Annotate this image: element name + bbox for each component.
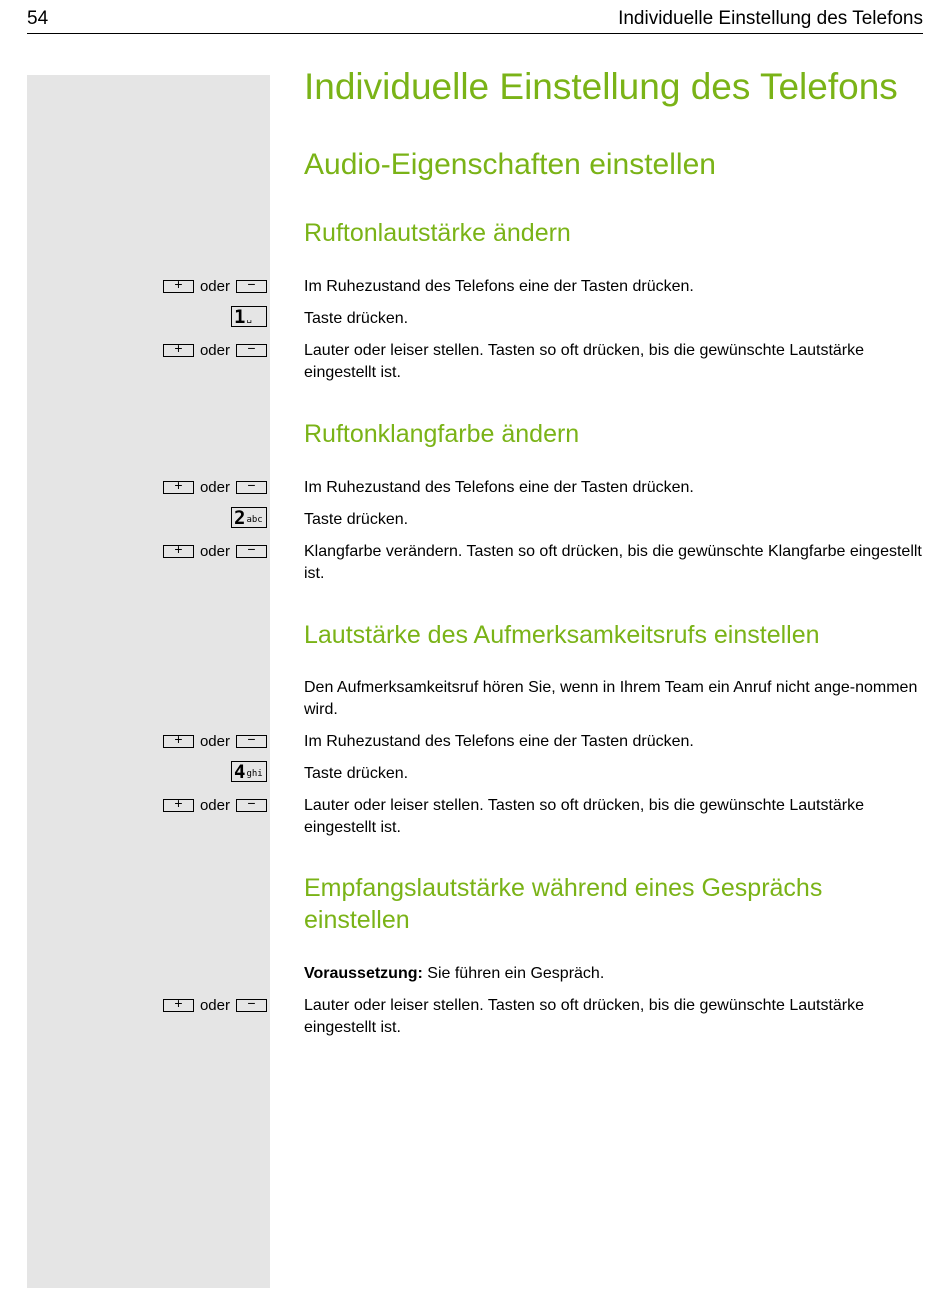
minus-key-icon: −	[236, 344, 267, 357]
minus-key-icon: −	[236, 481, 267, 494]
oder-label: oder	[199, 732, 230, 750]
plus-minus-keys	[163, 795, 267, 815]
plus-key-icon: +	[163, 344, 194, 357]
minus-key-icon: −	[236, 545, 267, 558]
plus-minus-keys	[163, 541, 267, 561]
step-text: Lauter oder leiser stellen. Tasten so oft drücken, bis die gewünschte Lautstärke eingestellt ist.	[304, 997, 865, 1036]
running-title: Individuelle Einstellung des Telefons	[618, 8, 923, 29]
step-text: Klangfarbe verändern. Tasten so oft drücken, bis die gewünschte Klangfarbe eingestellt ist.	[304, 543, 922, 582]
page-title: Individuelle Einstellung des Telefons	[304, 66, 898, 107]
plus-minus-keys	[163, 276, 267, 296]
oder-label: oder	[199, 341, 230, 359]
minus-key-icon: −	[236, 280, 267, 293]
step-text: Im Ruhezustand des Telefons eine der Tasten drücken.	[304, 733, 694, 750]
minus-key-icon: −	[236, 799, 267, 812]
step-text: Taste drücken.	[304, 310, 409, 327]
plus-key-icon: +	[163, 545, 194, 558]
prerequisite-label: Voraussetzung:	[304, 965, 423, 982]
key-2-icon: 2 abc	[231, 507, 267, 528]
plus-minus-keys	[163, 340, 267, 360]
plus-key-icon: +	[163, 481, 194, 494]
oder-label: oder	[199, 542, 230, 560]
plus-key-icon: +	[163, 799, 194, 812]
plus-key-icon: +	[163, 280, 194, 293]
subsection-heading-ringer-volume: Ruftonlautstärke ändern	[304, 219, 571, 247]
plus-key-icon: +	[163, 735, 194, 748]
page-number: 54	[27, 8, 49, 29]
plus-minus-keys	[163, 731, 267, 751]
section-title: Audio-Eigenschaften einstellen	[304, 148, 716, 181]
plus-key-icon: +	[163, 999, 194, 1012]
intro-text: Den Aufmerksamkeitsruf hören Sie, wenn in Ihrem Team ein Anruf nicht ange-nommen wird.	[304, 679, 918, 718]
step-text: Taste drücken.	[304, 511, 409, 528]
oder-label: oder	[199, 796, 230, 814]
minus-key-icon: −	[236, 999, 267, 1012]
plus-minus-keys	[163, 995, 267, 1015]
step-text: Im Ruhezustand des Telefons eine der Tasten drücken.	[304, 278, 694, 295]
step-text: Taste drücken.	[304, 765, 409, 782]
subsection-heading-receive-volume: Empfangslautstärke während eines Gesprächs einstellen	[304, 874, 823, 934]
subsection-heading-attention-call: Lautstärke des Aufmerksamkeitsrufs einstellen	[304, 621, 820, 649]
prerequisite	[304, 963, 924, 985]
key-1-icon: 1 ␣	[231, 306, 267, 327]
step-text: Lauter oder leiser stellen. Tasten so oft drücken, bis die gewünschte Lautstärke eingestellt ist.	[304, 342, 865, 381]
key-sidebar	[27, 75, 270, 1288]
oder-label: oder	[199, 277, 230, 295]
step-text: Lauter oder leiser stellen. Tasten so oft drücken, bis die gewünschte Lautstärke eingestellt ist.	[304, 797, 865, 836]
header-divider	[27, 33, 923, 34]
key-4-icon: 4 ghi	[231, 761, 267, 782]
oder-label: oder	[199, 478, 230, 496]
minus-key-icon: −	[236, 735, 267, 748]
step-text: Im Ruhezustand des Telefons eine der Tasten drücken.	[304, 479, 694, 496]
prerequisite-text: Sie führen ein Gespräch.	[422, 965, 605, 982]
subsection-heading-ringer-tone: Ruftonklangfarbe ändern	[304, 420, 580, 448]
oder-label: oder	[199, 996, 230, 1014]
plus-minus-keys	[163, 477, 267, 497]
